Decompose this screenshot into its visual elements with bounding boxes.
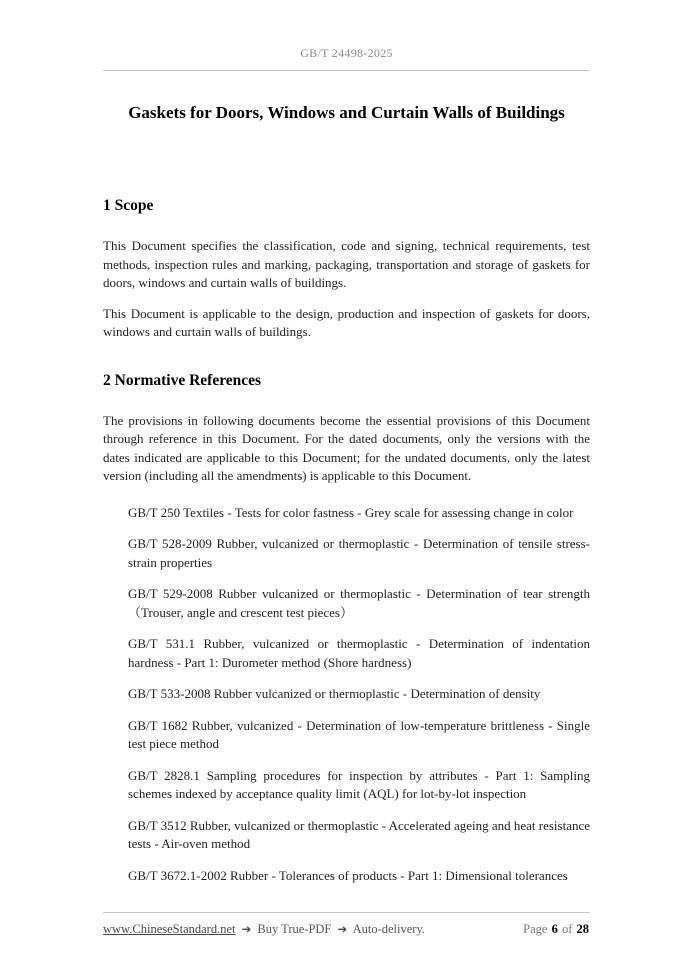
reference-item: GB/T 533-2008 Rubber vulcanized or thermoplastic - Determination of density <box>128 686 541 701</box>
reference-item: GB/T 528-2009 Rubber, vulcanized or thermoplastic - Determination of tensile stress-strain properties <box>128 536 590 570</box>
page-footer <box>103 912 590 980</box>
reference-item: GB/T 250 Textiles - Tests for color fastness - Grey scale for assessing change in color <box>128 504 574 520</box>
reference-item: GB/T 529-2008 Rubber vulcanized or thermoplastic - Determination of tear strength （Trouser, angle and crescent test pieces） <box>128 586 590 620</box>
section-normative-references <box>103 372 590 886</box>
buy-true-pdf-label: Buy True-PDF <box>257 922 332 936</box>
page-header <box>103 46 590 71</box>
page-label: Page <box>523 922 548 936</box>
reference-item: GB/T 531.1 Rubber, vulcanized or thermoplastic - Determination of indentation hardness - Part 1: Durometer method (Shore hardness) <box>128 636 590 670</box>
total-pages-number: 28 <box>576 922 589 936</box>
document-title: Gaskets for Doors, Windows and Curtain Walls of Buildings <box>128 103 565 122</box>
reference-item: GB/T 1682 Rubber, vulcanized - Determination of low-temperature brittleness - Single test piece method <box>128 717 590 751</box>
section-scope <box>103 197 590 342</box>
reference-item: GB/T 2828.1 Sampling procedures for inspection by attributes - Part 1: Sampling schemes indexed by acceptance quality limit (AQL) for lot-by-lot inspection <box>128 767 590 801</box>
current-page-number: 6 <box>551 922 558 936</box>
reference-item: GB/T 3512 Rubber, vulcanized or thermoplastic - Accelerated ageing and heat resistance tests - Air-oven method <box>128 817 591 851</box>
footer-divider <box>103 912 590 913</box>
reference-list <box>128 504 590 886</box>
auto-delivery-label: Auto-delivery. <box>352 922 426 936</box>
normative-references-intro: The provisions in following documents become the essential provisions of this Document through reference in this Document. For the dated documents, only the versions with the dates indicated are applicable to this Document; for the undated documents, only the latest version (including all the amendments) is applicable to this Document. <box>103 412 590 483</box>
scope-paragraph-2: This Document is applicable to the design, production and inspection of gaskets for doors, windows and curtain walls of buildings. <box>103 305 590 339</box>
page-indicator <box>523 922 590 937</box>
scope-heading: 1 Scope <box>103 197 154 214</box>
normative-references-heading: 2 Normative References <box>103 371 262 389</box>
doc-number: GB/T 24498-2025 <box>300 46 393 60</box>
footer-source-line <box>103 922 425 937</box>
of-label: of <box>561 922 573 936</box>
website-link[interactable]: www.ChineseStandard.net <box>103 922 236 936</box>
arrow-icon: ➔ <box>337 922 348 936</box>
reference-item: GB/T 3672.1-2002 Rubber - Tolerances of products - Part 1: Dimensional tolerances <box>128 867 568 883</box>
header-divider <box>103 70 590 71</box>
scope-paragraph-1: This Document specifies the classification, code and signing, technical requirements, test methods, inspection rules and marking, packaging, transportation and storage of gaskets for doors, windows and curtain walls of buildings. <box>103 238 590 290</box>
arrow-icon: ➔ <box>241 922 252 936</box>
